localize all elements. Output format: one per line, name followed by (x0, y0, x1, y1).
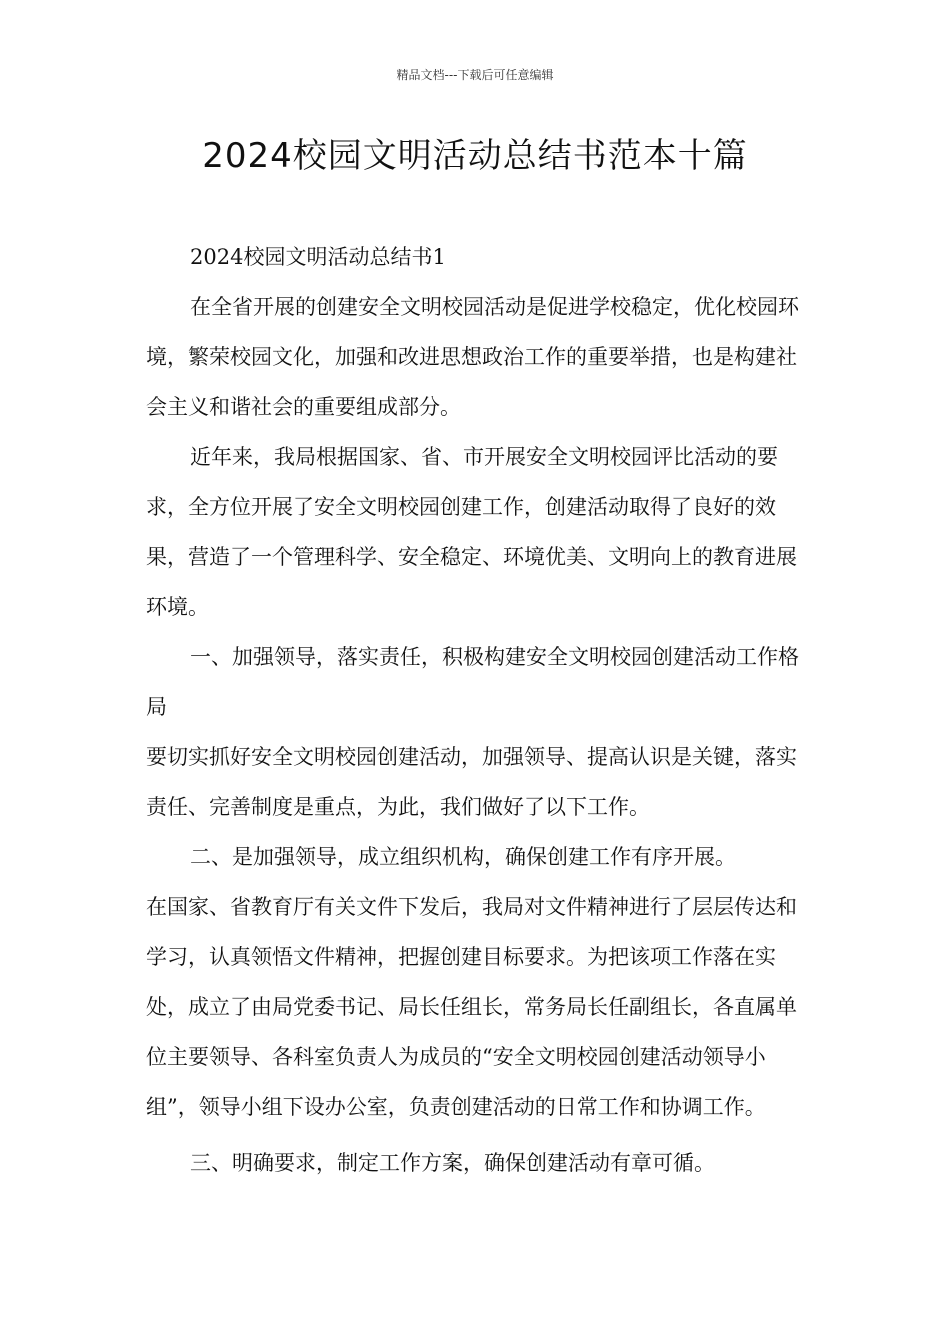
document-body (146, 232, 814, 1188)
header-note: 精品文档---下载后可任意编辑 (396, 68, 554, 82)
paragraph: 在全省开展的创建安全文明校园活动是促进学校稳定，优化校园环境，繁荣校园文化，加强和改进思想政治工作的重要举措，也是构建社会主义和谐社会的重要组成部分。 (146, 295, 799, 419)
paragraph: 在国家、省教育厅有关文件下发后，我局对文件精神进行了层层传达和学习，认真领悟文件精神，把握创建目标要求。为把该项工作落在实处，成立了由局党委书记、局长任组长，常务局长任副组长，各直属单位主要领导、各科室负责人为成员的“安全文明校园创建活动领导小组”，领导小组下设办公室，负责创建活动的日常工作和协调工作。 (146, 895, 797, 1119)
paragraph: 二、是加强领导，成立组织机构，确保创建工作有序开展。 (190, 845, 736, 869)
paragraph: 要切实抓好安全文明校园创建活动，加强领导、提高认识是关键，落实责任、完善制度是重点，为此，我们做好了以下工作。 (146, 745, 797, 819)
document-title: 2024校园文明活动总结书范本十篇 (202, 136, 748, 176)
paragraph: 近年来，我局根据国家、省、市开展安全文明校园评比活动的要求，全方位开展了安全文明校园创建工作，创建活动取得了良好的效果，营造了一个管理科学、安全稳定、环境优美、文明向上的教育进展环境。 (146, 445, 797, 619)
section-heading: 2024校园文明活动总结书1 (190, 245, 446, 269)
paragraph: 一、加强领导，落实责任，积极构建安全文明校园创建活动工作格局 (146, 645, 799, 719)
paragraph: 三、明确要求，制定工作方案，确保创建活动有章可循。 (190, 1151, 715, 1175)
